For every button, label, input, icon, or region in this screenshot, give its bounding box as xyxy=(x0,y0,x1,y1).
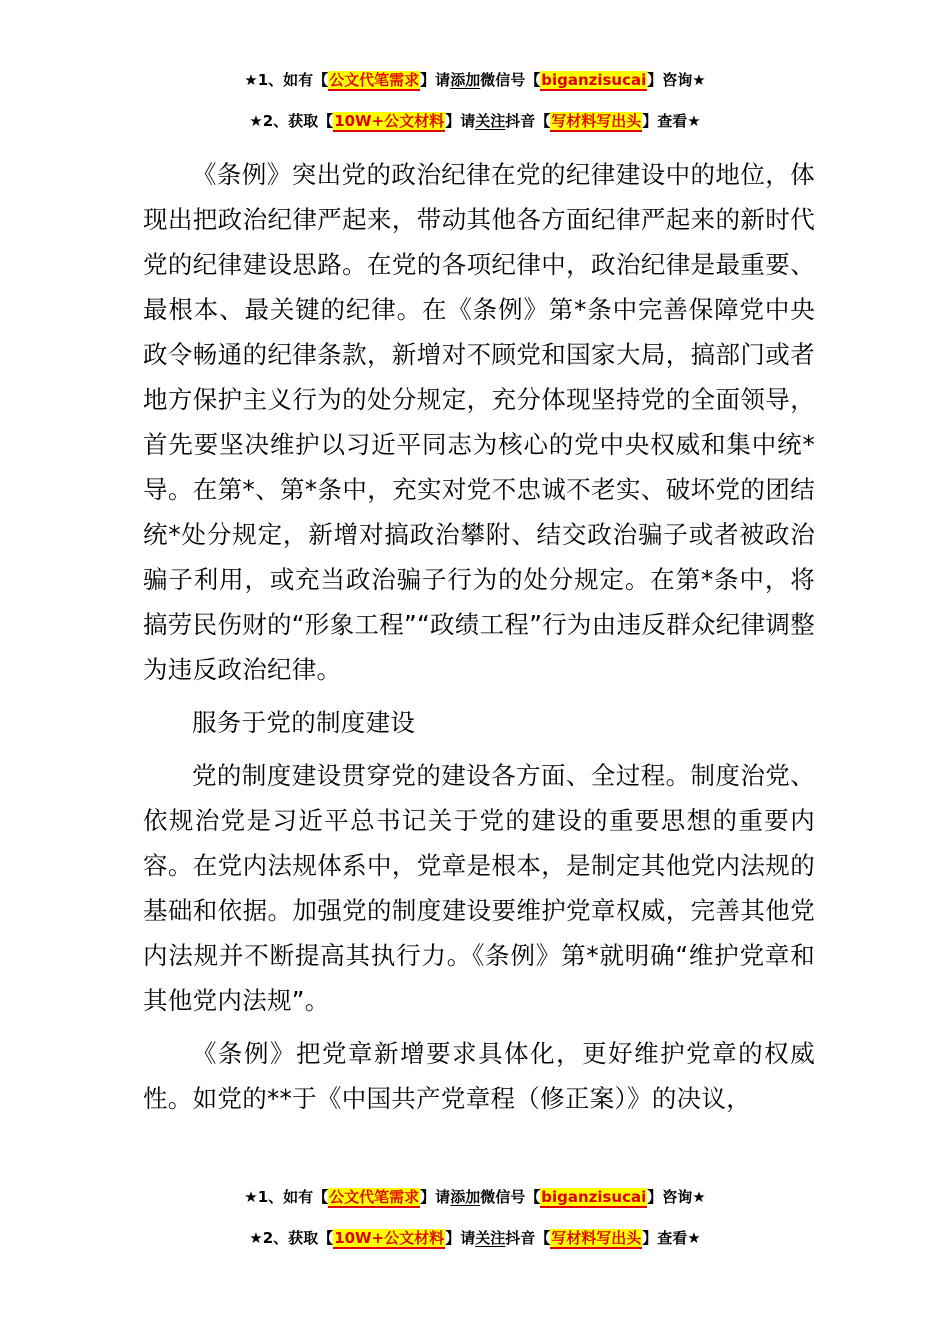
banner-text: 】请 xyxy=(445,112,476,130)
banner-text: ★2、获取【 xyxy=(249,1229,334,1247)
paragraph-party-constitution: 《条例》把党章新增要求具体化，更好维护党章的权威性。如党的**于《中国共产党章程（修正案）》的决议， xyxy=(143,1039,815,1113)
banner-text: 抖音【 xyxy=(505,1229,551,1247)
banner-text: ★1、如有【 xyxy=(244,1188,329,1206)
underlined-word: 添加 xyxy=(450,1188,481,1206)
document-body xyxy=(143,152,815,1129)
section-heading: 服务于党的制度建设 xyxy=(192,708,416,737)
highlight-service: 公文代笔需求 xyxy=(329,1188,420,1206)
highlight-service: 公文代笔需求 xyxy=(329,71,420,89)
banner-text: 】请 xyxy=(445,1229,476,1247)
highlight-wechat-id: biganzisucai xyxy=(541,71,647,89)
footer-banner-line-1 xyxy=(0,1186,950,1208)
banner-text: 】查看★ xyxy=(642,112,701,130)
banner-text: 抖音【 xyxy=(505,112,551,130)
highlight-materials: 10W+公文材料 xyxy=(334,1229,445,1247)
banner-text: 】请 xyxy=(420,1188,451,1206)
header-banner-line-2 xyxy=(0,110,950,132)
underlined-word: 添加 xyxy=(450,71,481,89)
header-banner-line-1 xyxy=(0,69,950,91)
underlined-word: 关注 xyxy=(475,112,506,130)
highlight-douyin-account: 写材料写出头 xyxy=(551,112,642,130)
underlined-word: 关注 xyxy=(475,1229,506,1247)
banner-text: 微信号【 xyxy=(480,1188,541,1206)
footer-banner-line-2 xyxy=(0,1227,950,1249)
banner-text: 】咨询★ xyxy=(647,1188,706,1206)
banner-text: 】请 xyxy=(420,71,451,89)
banner-text: ★2、获取【 xyxy=(249,112,334,130)
highlight-materials: 10W+公文材料 xyxy=(334,112,445,130)
paragraph-political-discipline: 《条例》突出党的政治纪律在党的纪律建设中的地位，体现出把政治纪律严起来，带动其他各方面纪律严起来的新时代党的纪律建设思路。在党的各项纪律中，政治纪律是最重要、最根本、最关键的纪律。在《条例》第*条中完善保障党中央政令畅通的纪律条款，新增对不顾党和国家大局，搞部门或者地方保护主义行为的处分规定，充分体现坚持党的全面领导，首先要坚决维护以习近平同志为核心的党中央权威和集中统*导。在第*、第*条中，充实对党不忠诚不老实、破坏党的团结统*处分规定，新增对搞政治攀附、结交政治骗子或者被政治骗子利用，或充当政治骗子行为的处分规定。在第*条中，将搞劳民伤财的“形象工程”“政绩工程”行为由违反群众纪律调整为违反政治纪律。 xyxy=(143,160,815,684)
banner-text: 微信号【 xyxy=(480,71,541,89)
banner-text: ★1、如有【 xyxy=(244,71,329,89)
banner-text: 】查看★ xyxy=(642,1229,701,1247)
banner-text: 】咨询★ xyxy=(647,71,706,89)
highlight-wechat-id: biganzisucai xyxy=(541,1188,647,1206)
highlight-douyin-account: 写材料写出头 xyxy=(551,1229,642,1247)
paragraph-institution-building: 党的制度建设贯穿党的建设各方面、全过程。制度治党、依规治党是习近平总书记关于党的建设的重要思想的重要内容。在党内法规体系中，党章是根本，是制定其他党内法规的基础和依据。加强党的制度建设要维护党章权威，完善其他党内法规并不断提高其执行力。《条例》第*就明确“维护党章和其他党内法规”。 xyxy=(143,761,815,1015)
